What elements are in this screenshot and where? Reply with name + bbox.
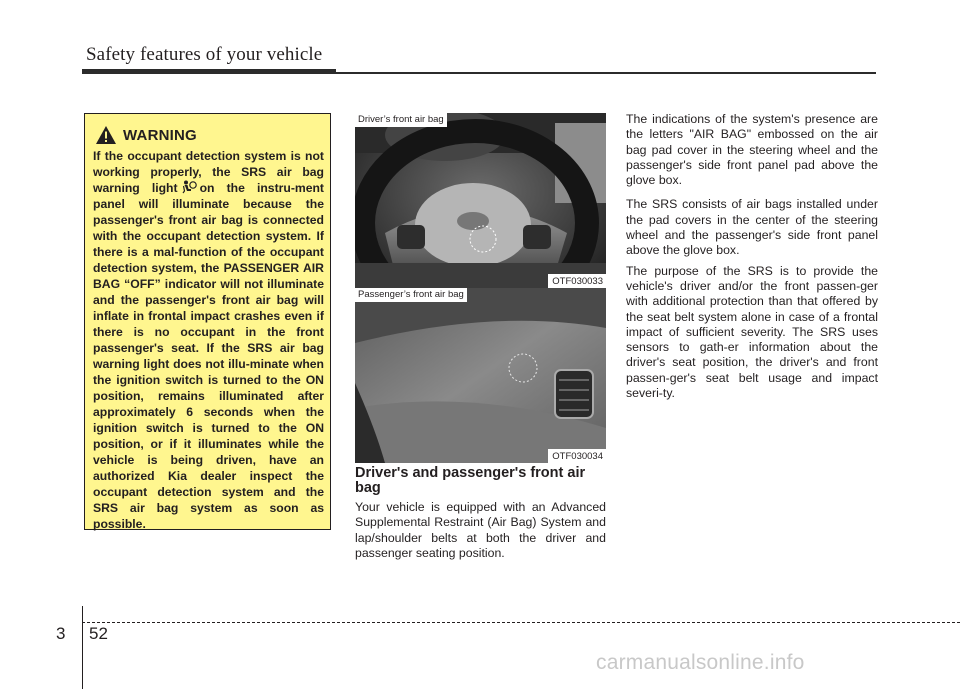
warning-title: WARNING xyxy=(123,126,197,144)
footer-vertical-rule xyxy=(82,606,83,689)
footer-dashed-rule xyxy=(82,622,960,623)
header-rule xyxy=(82,72,876,74)
airbag-warning-light-icon xyxy=(181,180,197,194)
warning-text xyxy=(93,148,324,532)
paragraph-srs-purpose: The purpose of the SRS is to provide the vehicle's driver and/or the front passen-ger with additional protection than that offered by the seat belt system alone in case of a frontal impact of sufficient severity. The SRS uses sensors to gath-er information about the driver's seat position, the driver's and front passen-ger's seat belt usage and impact severi-ty. xyxy=(626,263,878,401)
steering-wheel-image xyxy=(355,113,606,288)
paragraph-srs-consists: The SRS consists of air bags installed under the pad covers in the center of the steering wheel and the passenger's side front panel above the glove box. xyxy=(626,197,878,258)
driver-airbag-photo-code: OTF030033 xyxy=(548,274,606,288)
passenger-airbag-photo-code: OTF030034 xyxy=(548,449,606,463)
driver-airbag-label: Driver’s front air bag xyxy=(355,113,447,127)
warning-box xyxy=(84,113,331,530)
chapter-number: 3 xyxy=(56,624,66,643)
site-watermark: carmanualsonline.info xyxy=(596,651,805,674)
driver-airbag-photo xyxy=(355,113,606,288)
warning-text-start: If the occupant detection system is not working properly, the SRS air bag warning light xyxy=(93,149,324,195)
warning-text-end: on the instru-ment panel will illuminate because the passenger's front air bag is connected with the occupant detection system. If there is a mal-function of the occupant detection system, the PASSENGER AIR BAG “OFF” indicator will not illuminate and the passenger's front air bag will inflate in frontal impact crashes even if there is no occupant in the front passenger's seat. If the SRS air bag warning light does not illu-minate when the ignition switch is turned to the ON position, remains illuminated after approximately 6 seconds when the ignition switch is turned to the ON position, or if it illuminates while the vehicle is being driven, have an authorized Kia dealer inspect the occupant detection system and the SRS air bag system as soon as possible. xyxy=(93,181,324,531)
right-column xyxy=(626,112,878,410)
passenger-dashboard-image xyxy=(355,288,606,463)
warning-header xyxy=(95,124,197,146)
section-intro-paragraph: Your vehicle is equipped with an Advanced Supplemental Restraint (Air Bag) System and lap/shoulder belts at both the driver and passenger seating position. xyxy=(355,500,606,560)
passenger-airbag-label: Passenger’s front air bag xyxy=(355,288,467,302)
passenger-airbag-photo xyxy=(355,288,606,463)
section-heading: Driver's and passenger's front air bag xyxy=(355,465,586,496)
warning-triangle-icon xyxy=(95,125,117,145)
paragraph-airbag-indication: The indications of the system's presence are the letters "AIR BAG" embossed on the air bag pad cover in the steering wheel and the passenger's side front panel pad above the glove box. xyxy=(626,112,878,188)
page-header-title: Safety features of your vehicle xyxy=(86,44,323,65)
page-number: 52 xyxy=(89,624,108,643)
